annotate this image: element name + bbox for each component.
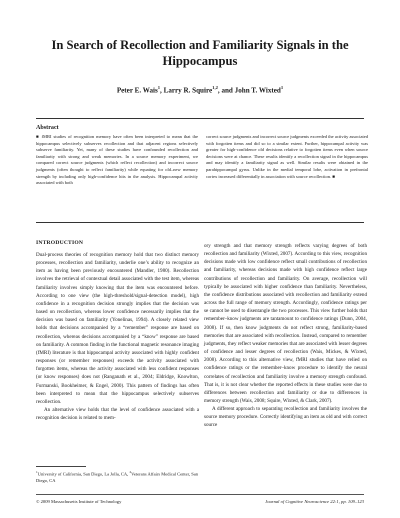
abstract-top-rule xyxy=(36,118,364,119)
body-paragraph: ory strength and that memory strength reflects varying degrees of both recollection and familiarity (Wixted, 2007). According to this view, recognition decisions made with low confidence reflect small contributions of recollection and familiarity, whereas decisions made with high confidence reflect large contributions of recollection and familiarity. On average, recollection will typically be associated with higher confidence than familiarity. Nevertheless, the confidence distributions associated with recollection and familiarity extend across the full range of memory strength. Accordingly, confidence ratings per se cannot be used to disentangle the two processes. This view further holds that remember–know judgments are tantamount to confidence ratings (Dunn, 2004, 2008). If so, then know judgments do not reflect strong, familiarity-based memories that are associated with recollection. Instead, compared to remember judgments, they reflect weaker memories that are associated with lesser degrees of confidence and lesser degrees of recollection (Wais, Mickes, & Wixted, 2008). According to this alternative view, fMRI studies that have relied on confidence ratings or the remember–know procedure to identify the neural correlates of recollection and familiarity involve a memory strength confound. That is, it is not clear whether the reported effects in these studies were due to differences between recollection and familiarity or due to differences in memory strength (Wais, 2008; Squire, Wixted, & Clark, 2007). xyxy=(204,243,367,404)
body-paragraph: Dual-process theories of recognition memory hold that two distinct memory processes, recollection and familiarity, underlie one’s ability to recognize an item as having been previously encountered (Mandler, 1980). Recollection involves the retrieval of contextual detail associated with the test item, whereas familiarity involves simply knowing that the item was encountered before. According to one view (the high-threshold/signal-detection model), high confidence in a recognition decision strongly implies that the decision was based on recollection, whereas lower confidence necessarily implies that the decision was based on familiarity (Yonelinas, 1994). A closely related view holds that decisions accompanied by a “remember” response are based on recollection, whereas decisions accompanied by a “know” response are based on familiarity. A common finding in the functional magnetic resonance imaging (fMRI) literature is that hippocampal activity associated with highly confident responses (or remember responses) exceeds the activity associated with forgotten items, whereas the activity associated with less confident responses (or know responses) does not (Ranganath et al., 2004; Eldridge, Knowlton, Furmanski, Bookheimer, & Engel, 2000). This pattern of findings has often been interpreted to mean that the hippocampus selectively subserves recollection. xyxy=(36,252,199,405)
body-paragraph: An alternative view holds that the level of confidence associated with a recognition decision is related to mem- xyxy=(36,406,199,422)
abstract-heading: Abstract xyxy=(36,125,59,131)
journal-citation: Journal of Cognitive Neuroscience 22:1, pp. 109–123 xyxy=(265,499,364,504)
author-separator: , xyxy=(160,86,164,95)
footnote-text: University of California, San Diego, La Jolla, CA, xyxy=(37,471,130,477)
abstract-column-left xyxy=(36,134,198,187)
author-list xyxy=(20,85,380,94)
footnote-text: Veterans Affairs Medical Center, San Diego, CA xyxy=(36,471,198,483)
footnote-rule xyxy=(36,466,86,467)
author-affiliation-marker: 1 xyxy=(280,85,284,90)
footnote-marker: 2 xyxy=(129,470,132,474)
abstract-text: correct source judgments and incorrect source judgments exceeded the activity associated with forgotten items and did so to a similar extent. Further, hippocampal activity was greater for high-confidence old decisions relative to forgotten items even when source decisions were at chance. These results identify a recollection signal in the hippocampus and may identify a familiarity signal as well. Similar results were obtained in the parahippocampal gyrus. Unlike in the medial temporal lobe, activation in prefrontal cortex increased differentially in association with source recollection. xyxy=(206,134,368,179)
body-column-right xyxy=(204,242,367,430)
page-footer-rule xyxy=(36,494,364,495)
body-column-left xyxy=(36,251,199,422)
abstract-bottom-rule xyxy=(36,222,364,223)
affiliation-footnote xyxy=(36,469,199,484)
author-name: Peter E. Wais xyxy=(116,86,158,95)
section-heading-introduction: INTRODUCTION xyxy=(36,240,84,246)
abstract-column-right xyxy=(206,134,368,180)
paper-title: In Search of Recollection and Familiarity Signals in the Hippocampus xyxy=(51,38,349,68)
author-affiliation-marker: 1,2 xyxy=(212,85,218,90)
abstract-end-marker: ■ xyxy=(332,173,335,179)
author-affiliation-marker: 1 xyxy=(157,85,161,90)
author-name: John T. Wixted xyxy=(234,86,281,95)
copyright-notice: © 2009 Massachusetts Institute of Technology xyxy=(36,499,122,504)
author-separator: , and xyxy=(217,86,235,95)
body-paragraph: A different approach to separating recollection and familiarity involves the source memory procedure. Correctly identifying an item as old and with correct source xyxy=(204,406,367,429)
footnote-marker: 1 xyxy=(36,470,38,474)
abstract-text: fMRI studies of recognition memory have often been interpreted to mean that the hippocampus selectively subserves recollection and that adjacent regions selectively subserve familiarity. Yet, many of these studies have confounded recollection and familiarity with strong and weak memories. In a source memory experiment, we compared correct source judgments (which reflect recollection) and incorrect source judgments (often thought to reflect familiarity) while equating for old–new memory strength by including only high-confidence hits in the analysis. Hippocampal activity associated with both xyxy=(36,134,199,186)
abstract-start-marker: ■ xyxy=(36,134,40,139)
author-name: Larry R. Squire xyxy=(163,86,213,95)
